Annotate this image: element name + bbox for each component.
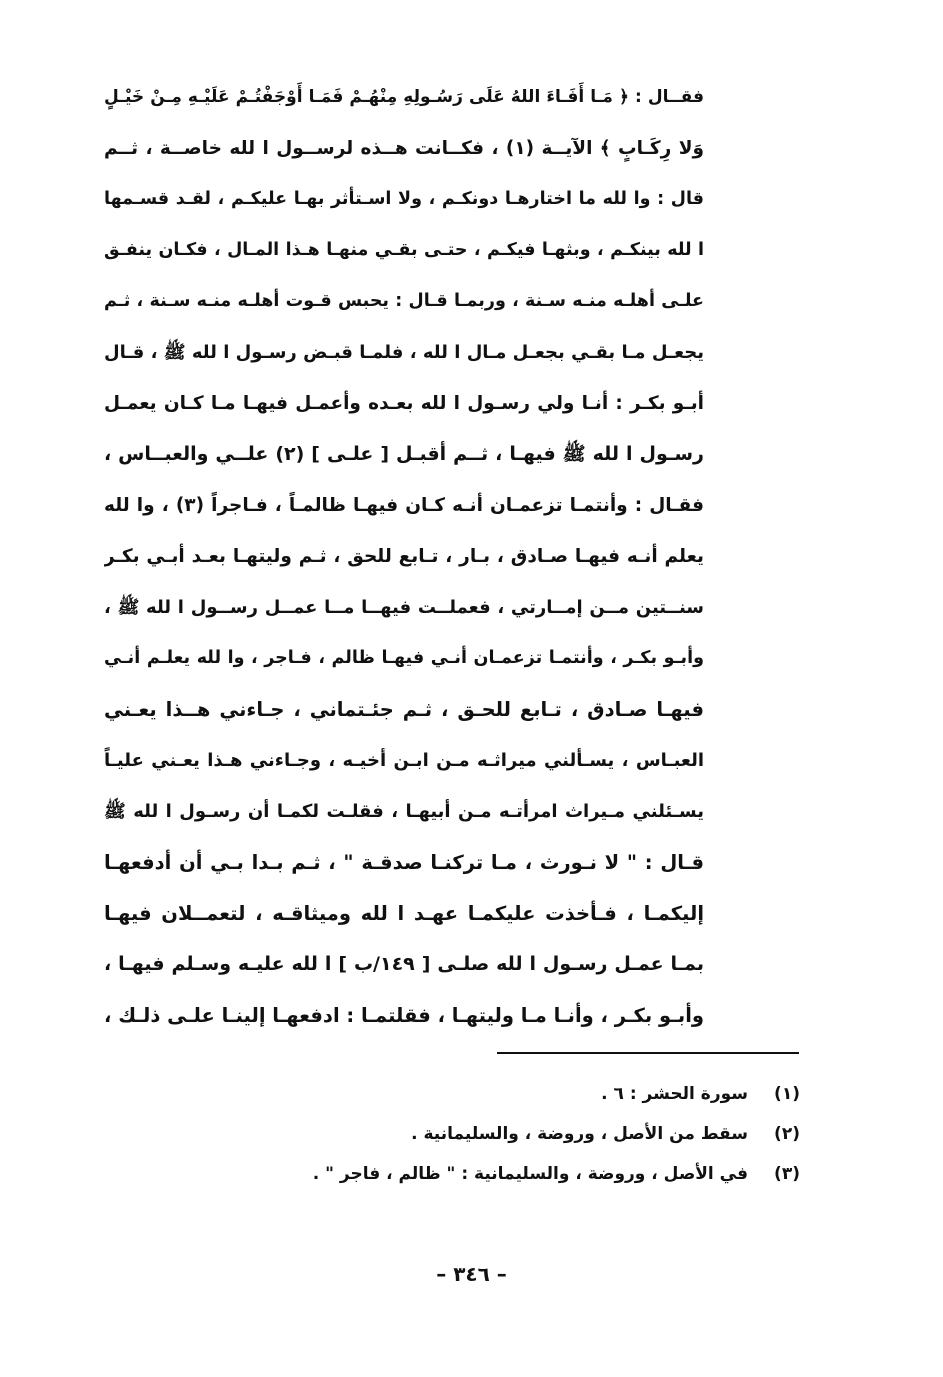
text-line: العبـاس ، يسـألني ميراثـه مـن ابـن أخيـه ، وجـاءني هـذا يعـني عليـاً xyxy=(104,750,704,771)
footnote-text: سورة الحشر : ٦ . xyxy=(601,1084,748,1104)
footnotes xyxy=(300,1074,800,1194)
text-line: فقــال : ﴿ مَـا أَفَـاءَ اللهُ عَلَى رَسُـولِهِ مِنْهُـمْ فَمَـا أَوْجَفْتُـمْ عَلَيْـهِ مِـنْ خَيْـلٍ xyxy=(104,87,704,107)
text-line: قال : وا لله ما اختارهـا دونكـم ، ولا اسـتأثر بهـا عليكـم ، لقـد قسـمها xyxy=(104,189,704,209)
footnote-number: (١) xyxy=(774,1084,800,1104)
main-text xyxy=(104,72,704,1041)
text-line: يجعـل مـا بقـي بجعـل مـال ا لله ، فلمـا قبـض رسـول ا لله ﷺ ، قـال xyxy=(104,342,704,363)
text-line: وأبـو بكـر ، وأنـا مـا وليتهـا ، فقلتمـا : ادفعهـا إلينـا علـى ذلـك ، xyxy=(104,1004,704,1027)
footnote-number: (٣) xyxy=(774,1164,800,1184)
footnote-number: (٢) xyxy=(774,1124,800,1144)
text-line: يسـئلني مـيراث امرأتـه مـن أبيهـا ، فقلـت لكمـا أن رسـول ا لله ﷺ xyxy=(104,801,704,822)
text-line: فقـال : وأنتمـا تزعمـان أنـه كـان فيهـا ظالمـاً ، فـاجراً (٣) ، وا لله xyxy=(104,495,704,516)
text-line: فيهـا صـادق ، تـابع للحـق ، ثـم جئـتماني ، جـاءني هــذا يعـني xyxy=(104,698,704,721)
footnote xyxy=(300,1154,800,1194)
text-line: وأبـو بكـر ، وأنتمـا تزعمـان أنـي فيهـا ظالم ، فـاجر ، وا لله يعلـم أنـي xyxy=(104,648,704,668)
footnote-text: في الأصل ، وروضة ، والسليمانية : " ظالم ، فاجر " . xyxy=(312,1164,748,1184)
text-line: علـى أهلـه منـه سـنة ، وربمـا قـال : يحبس قـوت أهلـه منـه سـنة ، ثـم xyxy=(104,291,704,311)
text-line: إليكمـا ، فـأخذت عليكمـا عهـد ا لله وميثاقـه ، لتعمــلان فيهـا xyxy=(104,902,704,925)
footnote xyxy=(300,1074,800,1114)
text-line: يعلم أنـه فيهـا صـادق ، بـار ، تـابع للحق ، ثـم وليتهـا بعـد أبـي بكـر xyxy=(104,546,704,567)
text-line: أبـو بكـر : أنـا ولي رسـول ا لله بعـده وأعمـل فيهـا مـا كـان يعمـل xyxy=(104,393,704,414)
text-line: وَلا رِكَـابٍ ﴾ الآيــة (١) ، فكــانت هــذه لرســول ا لله خاصــة ، ثــم xyxy=(104,138,704,159)
footnote xyxy=(300,1114,800,1154)
text-line: بمـا عمـل رسـول ا لله صلـى [ ١٤٩/ب ] ا لله عليـه وسـلم فيهـا ، xyxy=(104,953,704,975)
page-number: – ٣٤٦ – xyxy=(436,1262,507,1286)
text-line: ا لله بينكـم ، وبثهـا فيكـم ، حتـى بقـي منهـا هـذا المـال ، فكـان ينفـق xyxy=(104,240,704,260)
text-line: سنــتين مــن إمــارتي ، فعملــت فيهــا مــا عمــل رســول ا لله ﷺ ، xyxy=(104,597,704,618)
footnote-text: سقط من الأصل ، وروضة ، والسليمانية . xyxy=(411,1124,748,1144)
footnote-separator xyxy=(497,1052,799,1054)
text-line: رسـول ا لله ﷺ فيهـا ، ثــم أقبـل [ علـى ] (٢) علــي والعبــاس ، xyxy=(104,443,704,465)
text-line: قـال : " لا نـورث ، مـا تركنـا صدقـة " ، ثـم بـدا بـي أن أدفعهـا xyxy=(104,851,704,874)
